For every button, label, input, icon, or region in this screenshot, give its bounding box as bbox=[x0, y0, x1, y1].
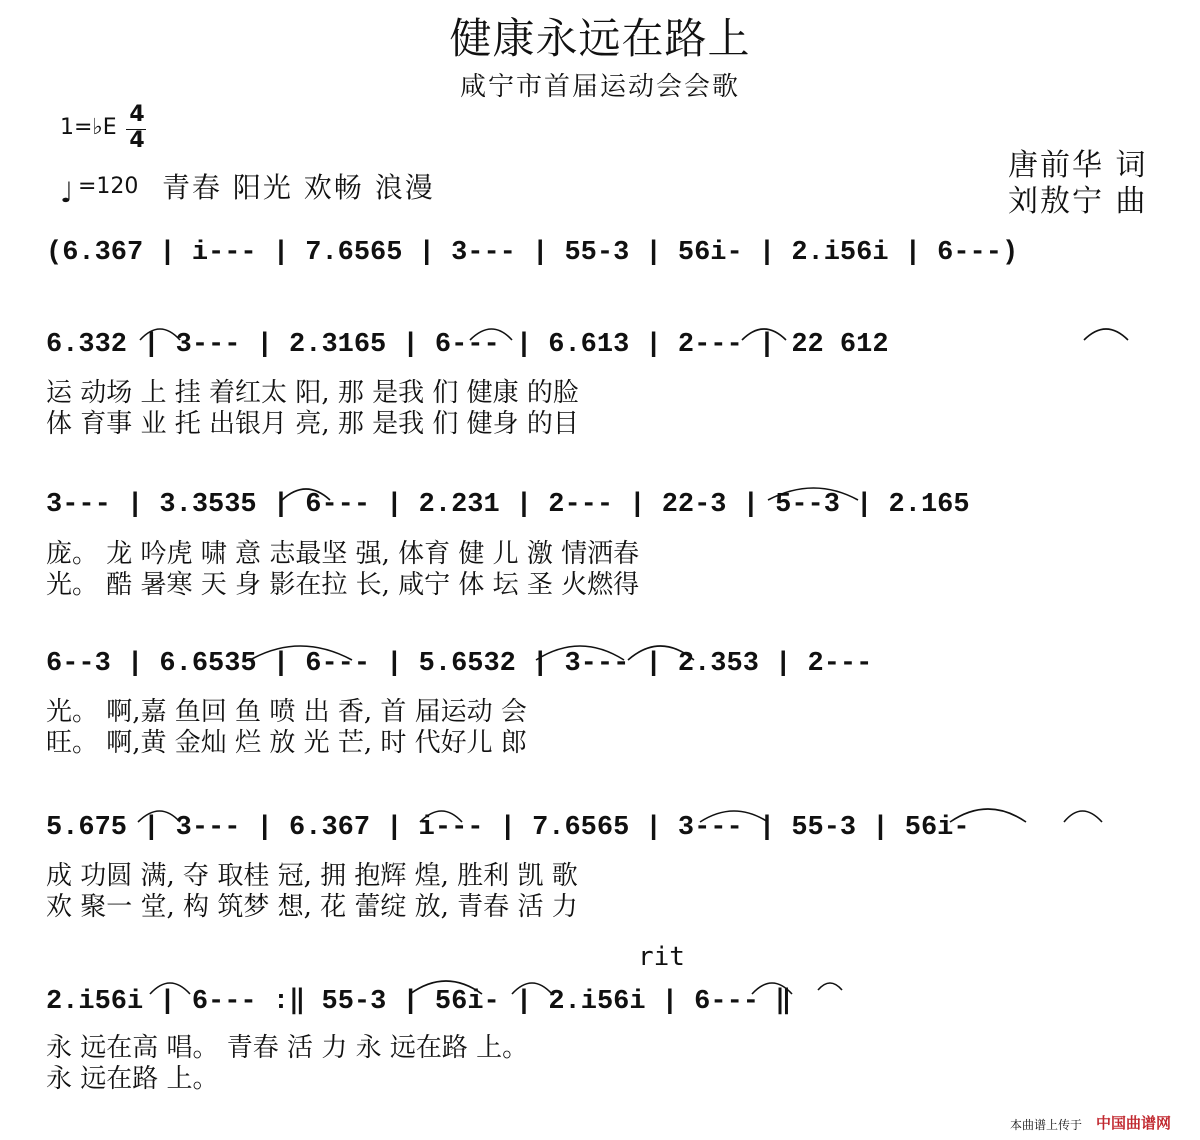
song-subtitle: 咸宁市首届运动会会歌 bbox=[459, 72, 740, 102]
site-logo[interactable]: 中国曲谱网 bbox=[1096, 1114, 1172, 1132]
lyricist-credit: 唐前华 词 bbox=[1008, 148, 1148, 183]
quarter-note-icon: ♩ bbox=[60, 176, 74, 209]
fermata-icon bbox=[818, 983, 842, 990]
score-line-4-lyric-verse-1: 光。 啊,嘉 鱼回 鱼 喷 出 香, 首 届运动 会 bbox=[46, 697, 527, 727]
score-line-1-notes: (6.367 | i--- | 7.6565 | 3--- | 55-3 | 56i- | 2.i56i | 6---) bbox=[46, 238, 1019, 268]
score-line-4-lyric-verse-2: 旺。 啊,黄 金灿 烂 放 光 芒, 时 代好儿 郎 bbox=[46, 728, 527, 758]
score-line-3-lyric-verse-1: 庞。 龙 吟虎 啸 意 志最坚 强, 体育 健 儿 激 情洒春 bbox=[46, 539, 640, 569]
ritardando-marking: rit bbox=[638, 942, 685, 972]
score-line-2-lyric-verse-2: 体 育事 业 托 出银月 亮, 那 是我 们 健身 的目 bbox=[46, 409, 579, 439]
slur-icon bbox=[1064, 811, 1102, 822]
score-line-5-lyric-verse-1: 成 功圆 满, 夺 取桂 冠, 拥 抱辉 煌, 胜利 凯 歌 bbox=[46, 861, 578, 891]
slur-icon bbox=[1084, 329, 1128, 340]
score-line-5-lyric-verse-2: 欢 聚一 堂, 构 筑梦 想, 花 蕾绽 放, 青春 活 力 bbox=[46, 892, 578, 922]
score-line-5-notes: 5.675 | 3--- | 6.367 | i--- | 7.6565 | 3--- | 55-3 | 56i- bbox=[46, 813, 970, 843]
tempo-value: =120 bbox=[78, 174, 139, 199]
score-line-6-lyric-verse-2: 永 远在路 上。 bbox=[46, 1064, 219, 1094]
time-signature-bottom: 4 bbox=[129, 128, 145, 153]
score-line-6-notes: 2.i56i | 6--- :‖ 55-3 | 56i- | 2.i56i | 6--- ‖ bbox=[46, 987, 792, 1017]
score-line-3-lyric-verse-2: 光。 酷 暑寒 天 身 影在拉 长, 咸宁 体 坛 圣 火燃得 bbox=[46, 570, 640, 600]
score-line-4-notes: 6--3 | 6.6535 | 6--- | 5.6532 | 3--- | 2.353 | 2--- bbox=[46, 649, 873, 679]
score-line-3-notes: 3--- | 3.3535 | 6--- | 2.231 | 2--- | 22-3 | 5--3 | 2.165 bbox=[46, 490, 970, 520]
key-signature: 1=♭E bbox=[60, 115, 117, 140]
score-line-2-notes: 6.332 | 3--- | 2.3165 | 6--- | 6.613 | 2--- | 22 612 bbox=[46, 330, 889, 360]
mood-marking: 青春 阳光 欢畅 浪漫 bbox=[162, 171, 435, 204]
song-title: 健康永远在路上 bbox=[449, 14, 751, 63]
score-line-2-lyric-verse-1: 运 动场 上 挂 着红太 阳, 那 是我 们 健康 的脸 bbox=[46, 378, 579, 408]
time-signature-top: 4 bbox=[129, 102, 145, 127]
composer-credit: 刘敖宁 曲 bbox=[1008, 184, 1148, 219]
footer-upload-text: 本曲谱上传于 bbox=[1010, 1118, 1083, 1132]
score-line-6-lyric-verse-1: 永 远在高 唱。 青春 活 力 永 远在路 上。 bbox=[46, 1033, 529, 1063]
